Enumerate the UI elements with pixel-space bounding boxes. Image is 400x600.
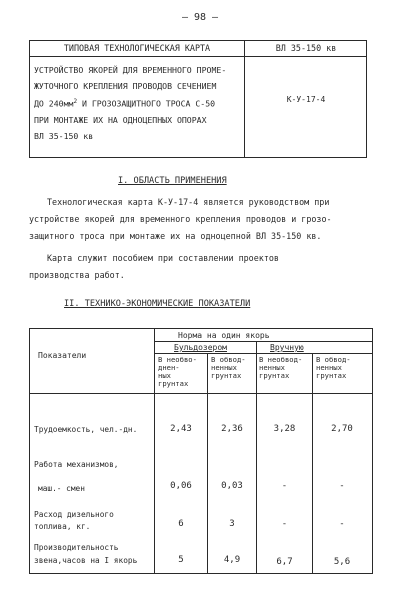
desc-line: УСТРОЙСТВО ЯКОРЕЙ ДЛЯ ВРЕМЕННОГО ПРОМЕ- <box>34 65 227 75</box>
text-line: Технологическая карта К-У-17-4 является руководством при <box>47 197 330 207</box>
label-line: Работа механизмов, <box>34 460 119 469</box>
row-label-productivity <box>34 541 137 567</box>
table-cell: 0,03 <box>221 481 243 491</box>
col-header-indicators: Показатели <box>38 351 87 360</box>
header-box <box>29 40 367 158</box>
section-1-title: I. ОБЛАСТЬ ПРИМЕНЕНИЯ <box>118 176 227 186</box>
row-label-fuel <box>34 509 114 533</box>
card-description <box>34 62 242 144</box>
label-line: Расход дизельного <box>34 510 114 519</box>
card-title: ТИПОВАЯ ТЕХНОЛОГИЧЕСКАЯ КАРТА <box>63 43 211 53</box>
label-line: звена,часов на I якорь <box>34 556 138 565</box>
header-line: В необвод- <box>259 355 303 364</box>
col-header-bulldozer: Бульдозером <box>174 343 227 352</box>
table-cell: 0,06 <box>170 481 192 491</box>
label-line: Трудоемкость, чел.-дн. <box>34 425 138 434</box>
section-2-title: II. ТЕХНИКО-ЭКОНОМИЧЕСКИЕ ПОКАЗАТЕЛИ <box>64 299 251 309</box>
desc-line: ВЛ 35-150 кв <box>34 130 94 141</box>
label-line: топлива, кг. <box>34 522 91 531</box>
table-cell: 4,9 <box>223 555 241 565</box>
row-label-machines <box>34 453 119 501</box>
table-cell: 2,43 <box>170 424 192 434</box>
col-header-dry-soil-manual <box>259 356 302 380</box>
table-col-divider <box>256 341 257 573</box>
desc-line <box>34 94 242 112</box>
desc-line: ЖУТОЧНОГО КРЕПЛЕНИЯ ПРОВОДОВ СЕЧЕНИЕМ <box>34 81 217 91</box>
col-header-manual: Вручную <box>270 343 304 352</box>
desc-fragment: И ГРОЗОЗАЩИТНОГО ТРОСА С-50 <box>82 98 216 109</box>
section-1-paragraph-1 <box>29 194 379 245</box>
label-line: Производительность <box>34 543 119 552</box>
desc-line: ПРИ МОНТАЖЕ ИХ НА ОДНОЦЕПНЫХ ОПОРАХ <box>34 114 207 125</box>
desc-fragment: ДО 240мм <box>34 98 74 109</box>
card-code: К-У-17-4 <box>286 95 326 104</box>
table-cell: 3 <box>229 519 235 529</box>
header-line: грунтах <box>316 371 347 380</box>
header-line: ненных <box>316 363 342 372</box>
table-cell: - <box>281 481 288 491</box>
voltage-class: ВЛ 35-150 кв <box>275 43 337 53</box>
row-label-labor <box>34 424 137 436</box>
header-line: грунтах <box>211 371 242 380</box>
text-line: производства работ. <box>29 270 125 280</box>
table-cell: - <box>281 519 288 529</box>
header-line: ненных <box>259 363 285 372</box>
table-cell: 6,7 <box>276 557 293 567</box>
text-line: устройстве якорей для временного крепления проводов и грозо- <box>29 214 332 224</box>
col-header-wet-soil-manual <box>316 356 351 380</box>
table-cell: 5,6 <box>333 557 351 567</box>
header-horizontal-divider <box>30 56 366 57</box>
table-col-divider <box>312 353 313 573</box>
text-line: Карта служит пособием при составлении проектов <box>47 253 279 263</box>
table-col-divider <box>207 353 208 573</box>
table-cell: - <box>339 481 345 491</box>
header-line: В необво- <box>158 355 197 364</box>
superscript: 2 <box>73 98 78 105</box>
page-number: – 98 – <box>181 12 219 23</box>
header-line: днен- <box>158 363 180 372</box>
table-col-divider <box>154 329 155 573</box>
header-line: ных <box>158 371 171 380</box>
header-line: грунтах <box>259 371 290 380</box>
col-header-wet-soil-bulldozer <box>211 356 246 380</box>
indicators-table <box>29 328 373 574</box>
table-cell: - <box>339 519 345 529</box>
table-cell: 6 <box>178 519 184 529</box>
table-header-bottom <box>30 393 372 394</box>
label-line: маш.- смен <box>38 484 85 493</box>
section-1-paragraph-2 <box>29 250 379 284</box>
table-cell: 3,28 <box>273 424 296 434</box>
header-line: грунтах <box>158 379 189 388</box>
table-cell: 2,70 <box>331 424 353 434</box>
header-line: ненных <box>211 363 237 372</box>
col-header-dry-soil-bulldozer <box>158 356 197 388</box>
text-line: защитного троса при монтаже их на одноцепной ВЛ 35-150 кв. <box>29 231 322 241</box>
table-cell: 5 <box>178 555 184 565</box>
header-line: В обвод- <box>316 355 351 364</box>
table-cell: 2,36 <box>221 424 243 434</box>
header-line: В обвод- <box>211 355 246 364</box>
col-header-norm-per-anchor: Норма на один якорь <box>178 331 270 340</box>
